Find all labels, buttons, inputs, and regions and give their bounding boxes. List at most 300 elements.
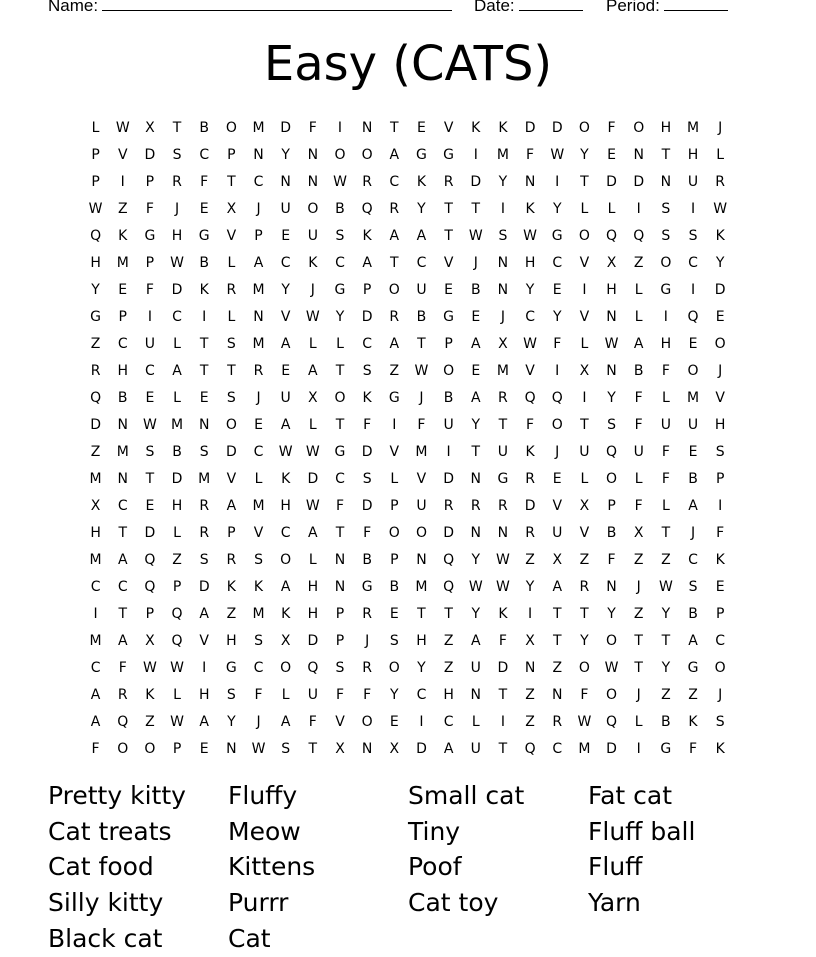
grid-letter[interactable]: M [496, 362, 509, 379]
grid-letter[interactable]: Q [606, 443, 618, 460]
grid-letter[interactable]: Y [281, 146, 290, 163]
grid-letter[interactable]: L [634, 308, 643, 325]
grid-letter[interactable]: L [308, 335, 317, 352]
grid-letter[interactable]: Q [117, 714, 129, 731]
grid-letter[interactable]: W [333, 173, 347, 190]
grid-letter[interactable]: B [688, 606, 698, 623]
grid-letter[interactable]: K [525, 200, 535, 217]
grid-letter[interactable]: R [443, 497, 454, 514]
grid-letter[interactable]: R [90, 362, 101, 379]
grid-letter[interactable]: G [144, 227, 156, 244]
grid-letter[interactable]: N [660, 173, 672, 190]
grid-letter[interactable]: L [390, 470, 399, 487]
grid-letter[interactable]: J [419, 389, 424, 406]
grid-letter[interactable]: G [443, 308, 455, 325]
grid-letter[interactable]: S [254, 633, 263, 650]
grid-letter[interactable]: N [117, 416, 128, 433]
grid-letter[interactable]: K [498, 119, 508, 136]
grid-letter[interactable]: K [416, 173, 427, 190]
grid-letter[interactable]: V [579, 524, 590, 541]
grid-letter[interactable]: R [498, 389, 508, 406]
grid-letter[interactable]: W [305, 497, 320, 514]
grid-letter[interactable]: W [523, 335, 537, 352]
grid-letter[interactable]: B [633, 362, 644, 379]
grid-letter[interactable]: Q [443, 552, 455, 569]
grid-letter[interactable]: W [142, 416, 157, 433]
grid-letter[interactable]: A [199, 714, 209, 731]
grid-letter[interactable]: B [362, 552, 372, 569]
grid-letter[interactable]: Q [443, 579, 455, 596]
grid-letter[interactable]: P [145, 254, 155, 271]
grid-letter[interactable]: Z [172, 552, 182, 569]
grid-letter[interactable]: P [390, 497, 399, 514]
grid-letter[interactable]: X [579, 362, 590, 379]
grid-letter[interactable]: F [254, 687, 263, 704]
grid-letter[interactable]: D [198, 579, 210, 596]
grid-letter[interactable]: O [606, 633, 618, 650]
grid-letter[interactable]: B [661, 714, 671, 731]
grid-letter[interactable]: C [90, 660, 101, 677]
grid-letter[interactable]: S [715, 443, 725, 460]
grid-letter[interactable]: W [170, 254, 184, 271]
grid-letter[interactable]: L [661, 497, 670, 514]
grid-letter[interactable]: C [172, 308, 182, 325]
grid-letter[interactable]: T [199, 335, 209, 352]
grid-letter[interactable]: F [308, 714, 317, 731]
grid-letter[interactable]: H [171, 497, 183, 514]
grid-letter[interactable]: W [468, 579, 483, 596]
grid-letter[interactable]: X [335, 741, 345, 758]
grid-letter[interactable]: N [606, 362, 617, 379]
grid-letter[interactable]: N [253, 146, 264, 163]
grid-letter[interactable]: S [498, 227, 508, 244]
grid-letter[interactable]: R [253, 362, 264, 379]
grid-letter[interactable]: C [253, 443, 264, 460]
grid-letter[interactable]: E [199, 200, 209, 217]
grid-letter[interactable]: M [116, 443, 129, 460]
grid-letter[interactable]: W [468, 227, 483, 244]
grid-letter[interactable]: V [416, 470, 427, 487]
grid-letter[interactable]: K [715, 741, 725, 758]
grid-letter[interactable]: G [660, 281, 672, 298]
grid-letter[interactable]: Y [390, 687, 399, 704]
grid-letter[interactable]: T [498, 687, 508, 704]
grid-letter[interactable]: Z [633, 254, 644, 271]
grid-letter[interactable]: A [199, 606, 209, 623]
grid-letter[interactable]: H [307, 606, 319, 623]
grid-letter[interactable]: X [552, 552, 563, 569]
grid-letter[interactable]: M [171, 416, 184, 433]
grid-letter[interactable]: D [606, 173, 617, 190]
grid-letter[interactable]: R [552, 714, 563, 731]
grid-letter[interactable]: C [416, 254, 427, 271]
grid-letter[interactable]: T [390, 254, 399, 271]
grid-letter[interactable]: B [443, 389, 454, 406]
grid-letter[interactable]: N [497, 524, 509, 541]
grid-letter[interactable]: I [93, 606, 98, 623]
grid-letter[interactable]: T [580, 416, 589, 433]
grid-letter[interactable]: P [227, 524, 236, 541]
grid-letter[interactable]: N [361, 741, 373, 758]
grid-letter[interactable]: C [552, 741, 563, 758]
grid-letter[interactable]: F [634, 416, 643, 433]
grid-letter[interactable]: F [200, 173, 209, 190]
grid-letter[interactable]: U [660, 416, 671, 433]
grid-letter[interactable]: K [525, 443, 535, 460]
grid-letter[interactable]: D [361, 308, 373, 325]
grid-letter[interactable]: T [390, 119, 399, 136]
grid-letter[interactable]: E [254, 416, 263, 433]
grid-letter[interactable]: S [688, 579, 698, 596]
grid-letter[interactable]: R [715, 173, 726, 190]
grid-letter[interactable]: E [444, 281, 454, 298]
grid-letter[interactable]: O [225, 119, 237, 136]
grid-letter[interactable]: I [582, 281, 587, 298]
grid-letter[interactable]: D [307, 470, 319, 487]
grid-letter[interactable]: O [606, 687, 618, 704]
grid-letter[interactable]: U [307, 687, 318, 704]
grid-letter[interactable]: W [496, 579, 510, 596]
grid-letter[interactable]: Q [524, 389, 536, 406]
grid-letter[interactable]: M [89, 552, 102, 569]
grid-letter[interactable]: S [281, 741, 291, 758]
grid-letter[interactable]: R [498, 497, 508, 514]
grid-letter[interactable]: C [117, 335, 128, 352]
grid-letter[interactable]: O [144, 741, 156, 758]
grid-letter[interactable]: M [116, 254, 129, 271]
grid-letter[interactable]: Y [417, 200, 426, 217]
grid-letter[interactable]: N [551, 687, 563, 704]
grid-letter[interactable]: I [473, 146, 478, 163]
grid-letter[interactable]: O [225, 416, 237, 433]
grid-letter[interactable]: M [686, 389, 700, 406]
grid-letter[interactable]: I [419, 714, 424, 731]
grid-letter[interactable]: Y [471, 606, 481, 623]
grid-letter[interactable]: A [280, 416, 291, 433]
grid-letter[interactable]: L [254, 470, 263, 487]
grid-letter[interactable]: Z [226, 606, 237, 623]
grid-letter[interactable]: A [280, 579, 291, 596]
grid-letter[interactable]: N [606, 308, 617, 325]
grid-letter[interactable]: S [362, 362, 372, 379]
grid-letter[interactable]: I [690, 281, 696, 298]
grid-letter[interactable]: V [552, 497, 563, 514]
grid-letter[interactable]: F [688, 741, 698, 758]
grid-letter[interactable]: G [388, 389, 400, 406]
grid-letter[interactable]: L [471, 714, 480, 731]
grid-letter[interactable]: X [145, 633, 155, 650]
grid-letter[interactable]: V [443, 254, 454, 271]
grid-letter[interactable]: K [688, 714, 698, 731]
grid-letter[interactable]: P [91, 173, 100, 190]
grid-letter[interactable]: J [365, 633, 370, 650]
grid-letter[interactable]: A [470, 335, 481, 352]
grid-letter[interactable]: M [686, 119, 700, 136]
grid-letter[interactable]: U [552, 524, 563, 541]
grid-letter[interactable]: G [90, 308, 101, 325]
grid-letter[interactable]: T [417, 606, 426, 623]
grid-letter[interactable]: C [145, 362, 155, 379]
grid-letter[interactable]: R [226, 281, 237, 298]
grid-letter[interactable]: F [363, 416, 372, 433]
grid-letter[interactable]: E [118, 281, 128, 298]
grid-letter[interactable]: X [525, 633, 535, 650]
grid-letter[interactable]: W [658, 579, 673, 596]
grid-letter[interactable]: H [660, 119, 672, 136]
grid-letter[interactable]: C [688, 254, 698, 271]
grid-letter[interactable]: K [281, 606, 291, 623]
grid-letter[interactable]: A [389, 146, 400, 163]
grid-letter[interactable]: X [579, 497, 590, 514]
grid-letter[interactable]: U [443, 416, 454, 433]
grid-letter[interactable]: C [280, 524, 291, 541]
grid-letter[interactable]: Q [606, 714, 618, 731]
grid-letter[interactable]: O [633, 119, 645, 136]
grid-letter[interactable]: D [171, 281, 183, 298]
grid-letter[interactable]: E [417, 119, 426, 136]
grid-letter[interactable]: H [90, 254, 101, 271]
grid-letter[interactable]: J [310, 281, 315, 298]
grid-letter[interactable]: Y [281, 281, 290, 298]
grid-letter[interactable]: H [117, 362, 128, 379]
grid-letter[interactable]: A [470, 633, 481, 650]
grid-letter[interactable]: Y [661, 606, 671, 623]
grid-letter[interactable]: Q [307, 660, 319, 677]
grid-letter[interactable]: R [443, 173, 454, 190]
grid-letter[interactable]: B [199, 254, 209, 271]
grid-letter[interactable]: U [416, 497, 427, 514]
grid-letter[interactable]: E [607, 146, 616, 163]
grid-letter[interactable]: S [688, 227, 698, 244]
grid-letter[interactable]: I [120, 173, 125, 190]
grid-letter[interactable]: N [334, 579, 346, 596]
grid-letter[interactable]: O [578, 660, 590, 677]
grid-letter[interactable]: N [361, 119, 373, 136]
grid-letter[interactable]: Y [715, 254, 725, 271]
grid-letter[interactable]: V [335, 714, 345, 731]
grid-letter[interactable]: K [253, 579, 264, 596]
grid-letter[interactable]: H [226, 633, 237, 650]
grid-letter[interactable]: V [579, 308, 590, 325]
grid-letter[interactable]: U [280, 389, 291, 406]
grid-letter[interactable]: Z [552, 660, 563, 677]
grid-letter[interactable]: P [390, 552, 399, 569]
grid-letter[interactable]: O [606, 470, 618, 487]
grid-letter[interactable]: N [497, 281, 509, 298]
grid-letter[interactable]: L [308, 552, 317, 569]
grid-letter[interactable]: B [335, 200, 345, 217]
grid-letter[interactable]: F [145, 281, 154, 298]
grid-letter[interactable]: C [389, 173, 400, 190]
grid-letter[interactable]: J [690, 524, 696, 541]
grid-letter[interactable]: W [604, 660, 619, 677]
grid-letter[interactable]: Z [443, 633, 454, 650]
grid-letter[interactable]: S [661, 227, 671, 244]
grid-letter[interactable]: T [172, 119, 182, 136]
grid-letter[interactable]: T [308, 741, 318, 758]
grid-letter[interactable]: V [117, 146, 128, 163]
grid-letter[interactable]: I [690, 200, 696, 217]
grid-letter[interactable]: G [443, 146, 455, 163]
grid-letter[interactable]: P [145, 173, 155, 190]
grid-letter[interactable]: J [500, 308, 505, 325]
grid-letter[interactable]: R [199, 524, 210, 541]
grid-letter[interactable]: B [199, 119, 209, 136]
grid-letter[interactable]: N [470, 524, 481, 541]
date-blank-line[interactable] [519, 0, 583, 11]
grid-letter[interactable]: E [471, 308, 481, 325]
grid-letter[interactable]: Z [688, 687, 698, 704]
grid-letter[interactable]: C [552, 254, 563, 271]
grid-letter[interactable]: F [308, 119, 317, 136]
grid-letter[interactable]: D [144, 524, 156, 541]
grid-letter[interactable]: A [389, 335, 400, 352]
grid-letter[interactable]: N [497, 254, 509, 271]
grid-letter[interactable]: S [607, 416, 616, 433]
grid-letter[interactable]: R [199, 497, 210, 514]
grid-letter[interactable]: T [444, 606, 453, 623]
grid-letter[interactable]: Z [389, 362, 400, 379]
grid-letter[interactable]: T [661, 633, 671, 650]
grid-letter[interactable]: I [147, 308, 152, 325]
grid-letter[interactable]: K [715, 227, 725, 244]
grid-letter[interactable]: E [552, 281, 562, 298]
grid-letter[interactable]: R [362, 173, 372, 190]
grid-letter[interactable]: N [470, 687, 481, 704]
grid-letter[interactable]: B [470, 281, 481, 298]
grid-letter[interactable]: W [713, 200, 728, 217]
grid-letter[interactable]: N [307, 146, 319, 163]
grid-letter[interactable]: S [335, 660, 345, 677]
grid-letter[interactable]: R [172, 173, 182, 190]
grid-letter[interactable]: W [88, 200, 103, 217]
grid-letter[interactable]: A [443, 741, 454, 758]
grid-letter[interactable]: D [307, 633, 319, 650]
grid-letter[interactable]: L [173, 335, 181, 352]
grid-letter[interactable]: B [606, 524, 617, 541]
grid-letter[interactable]: O [307, 200, 319, 217]
grid-letter[interactable]: G [416, 146, 427, 163]
grid-letter[interactable]: X [308, 389, 318, 406]
grid-letter[interactable]: R [389, 200, 400, 217]
grid-letter[interactable]: C [715, 633, 726, 650]
grid-letter[interactable]: L [580, 200, 589, 217]
grid-letter[interactable]: A [389, 227, 400, 244]
grid-letter[interactable]: L [91, 119, 100, 136]
grid-letter[interactable]: W [414, 362, 429, 379]
grid-letter[interactable]: L [634, 470, 643, 487]
grid-letter[interactable]: F [335, 687, 345, 704]
grid-letter[interactable]: Z [145, 714, 155, 731]
grid-letter[interactable]: E [688, 443, 698, 460]
grid-letter[interactable]: K [226, 579, 236, 596]
grid-letter[interactable]: K [199, 281, 209, 298]
grid-letter[interactable]: P [607, 497, 616, 514]
grid-letter[interactable]: H [416, 633, 427, 650]
grid-letter[interactable]: T [661, 524, 671, 541]
grid-letter[interactable]: G [497, 470, 509, 487]
grid-letter[interactable]: M [415, 443, 428, 460]
grid-letter[interactable]: V [280, 308, 291, 325]
grid-letter[interactable]: T [335, 416, 345, 433]
grid-letter[interactable]: N [226, 741, 237, 758]
grid-letter[interactable]: R [579, 579, 590, 596]
grid-letter[interactable]: L [634, 714, 643, 731]
grid-letter[interactable]: U [144, 335, 156, 352]
grid-letter[interactable]: E [552, 470, 562, 487]
grid-letter[interactable]: N [606, 579, 617, 596]
grid-letter[interactable]: V [443, 119, 454, 136]
grid-letter[interactable]: P [227, 146, 236, 163]
grid-letter[interactable]: W [305, 443, 320, 460]
grid-letter[interactable]: E [389, 714, 399, 731]
grid-letter[interactable]: L [173, 389, 181, 406]
grid-letter[interactable]: P [91, 146, 100, 163]
grid-letter[interactable]: N [470, 470, 481, 487]
grid-letter[interactable]: Y [227, 714, 236, 731]
grid-letter[interactable]: M [198, 470, 211, 487]
grid-letter[interactable]: Z [525, 687, 535, 704]
grid-letter[interactable]: W [251, 741, 266, 758]
grid-letter[interactable]: D [443, 524, 454, 541]
grid-letter[interactable]: F [91, 741, 100, 758]
grid-letter[interactable]: T [634, 633, 643, 650]
grid-letter[interactable]: D [225, 443, 237, 460]
grid-letter[interactable]: I [500, 200, 505, 217]
grid-letter[interactable]: S [226, 335, 236, 352]
grid-letter[interactable]: O [334, 146, 346, 163]
grid-letter[interactable]: U [470, 660, 481, 677]
grid-letter[interactable]: G [198, 227, 210, 244]
grid-letter[interactable]: B [117, 389, 128, 406]
grid-letter[interactable]: P [172, 741, 182, 758]
grid-letter[interactable]: N [280, 173, 291, 190]
grid-letter[interactable]: U [280, 200, 291, 217]
grid-letter[interactable]: F [553, 335, 562, 352]
grid-letter[interactable]: L [580, 470, 589, 487]
grid-letter[interactable]: X [389, 741, 400, 758]
grid-letter[interactable]: A [90, 714, 101, 731]
grid-letter[interactable]: O [443, 362, 455, 379]
grid-letter[interactable]: J [555, 443, 560, 460]
grid-letter[interactable]: D [470, 173, 482, 190]
grid-letter[interactable]: Q [171, 633, 183, 650]
grid-letter[interactable]: F [634, 389, 643, 406]
grid-letter[interactable]: M [496, 146, 509, 163]
grid-letter[interactable]: N [633, 146, 644, 163]
grid-letter[interactable]: E [471, 362, 481, 379]
grid-letter[interactable]: Q [361, 200, 373, 217]
grid-letter[interactable]: P [362, 281, 372, 298]
grid-letter[interactable]: F [607, 119, 616, 136]
grid-letter[interactable]: C [362, 335, 373, 352]
grid-letter[interactable]: R [470, 497, 481, 514]
grid-letter[interactable]: T [227, 173, 236, 190]
grid-letter[interactable]: C [335, 254, 345, 271]
grid-letter[interactable]: Y [580, 146, 589, 163]
grid-letter[interactable]: Z [443, 660, 454, 677]
grid-letter[interactable]: P [172, 579, 182, 596]
grid-letter[interactable]: O [660, 254, 672, 271]
grid-letter[interactable]: D [443, 470, 454, 487]
grid-letter[interactable]: F [607, 552, 616, 569]
grid-letter[interactable]: T [552, 606, 562, 623]
grid-letter[interactable]: N [307, 173, 319, 190]
grid-letter[interactable]: T [444, 227, 453, 244]
grid-letter[interactable]: F [417, 416, 426, 433]
grid-letter[interactable]: A [416, 227, 427, 244]
grid-letter[interactable]: I [202, 660, 207, 677]
